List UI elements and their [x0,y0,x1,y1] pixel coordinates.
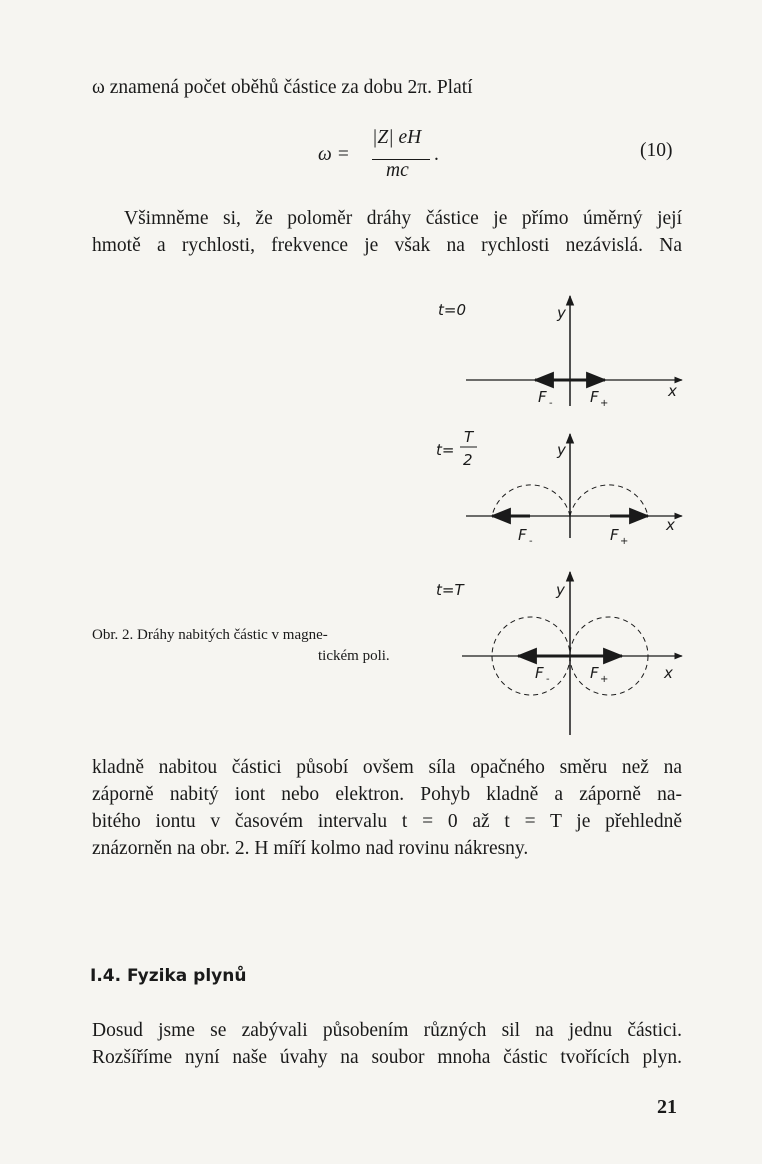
panel-t0 [438,296,682,409]
equation-lhs: ω = [318,144,350,165]
figure-caption-line2: tickém poli. [318,648,390,664]
panel2-force-minus-label: F [518,526,527,544]
paragraph3-line1: Dosud jsme se zabývali působením různých sil na jednu částici. [92,1020,682,1041]
paragraph3-line2: Rozšíříme nyní naše úvahy na soubor mnoha částic tvořících plyn. [92,1047,682,1068]
paragraph2-line4: znázorněn na obr. 2. H míří kolmo nad rovinu nákresny. [92,838,529,859]
equation-numerator: |Z| eH [372,127,422,148]
paragraph2-line3: bitého iontu v časovém intervalu t = 0 až t = T je přehledně [92,811,682,832]
panel2-x-label: x [666,516,675,534]
panel2-positive-orbit-arc [570,485,648,516]
equation-number: (10) [640,140,673,161]
panel3-force-plus-subscript: + [600,674,609,685]
paragraph1-line1: Všimněme si, že poloměr dráhy částice je přímo úměrný její [124,208,682,229]
figure-caption-line1: Obr. 2. Dráhy nabitých částic v magne- [92,627,328,643]
panel-t-half [436,428,682,547]
panel2-time-denominator: 2 [463,451,473,469]
panel2-y-label: y [557,441,566,459]
panel3-time-label: t=T [436,581,464,599]
page-number: 21 [657,1096,677,1118]
panel2-force-minus-subscript: - [529,536,533,547]
panel2-time-numerator: T [464,428,474,446]
equation-denominator: mc [386,160,409,181]
equation-period: . [434,144,439,165]
panel-t-full [436,572,682,735]
panel1-force-minus-subscript: - [549,398,553,409]
panel3-y-label: y [556,581,565,599]
panel1-force-plus-subscript: + [600,398,609,409]
panel2-force-plus-subscript: + [620,536,629,547]
section-heading: I.4. Fyzika plynů [90,966,247,986]
paragraph2-line1: kladně nabitou částici působí ovšem síla opačného směru než na [92,757,682,778]
panel3-force-minus-label: F [535,664,544,682]
panel1-y-label: y [557,304,566,322]
paragraph1-line2: hmotě a rychlosti, frekvence je však na rychlosti nezávislá. Na [92,235,682,256]
panel1-force-minus-label: F [538,388,547,406]
panel3-force-plus-label: F [590,664,599,682]
paragraph2-line2: záporně nabitý iont nebo elektron. Pohyb kladně a záporně na- [92,784,682,805]
panel2-time-prefix: t= [436,441,455,459]
panel3-force-minus-subscript: - [546,674,550,685]
panel1-time-label: t=0 [438,301,466,319]
text-line-intro: ω znamená počet oběhů částice za dobu 2π. Platí [92,77,473,98]
panel1-force-plus-label: F [590,388,599,406]
panel3-x-label: x [664,664,673,682]
panel1-x-label: x [668,382,677,400]
magnetic-field-diagram [400,290,700,750]
panel2-force-plus-label: F [610,526,619,544]
panel2-negative-orbit-arc [492,485,570,516]
